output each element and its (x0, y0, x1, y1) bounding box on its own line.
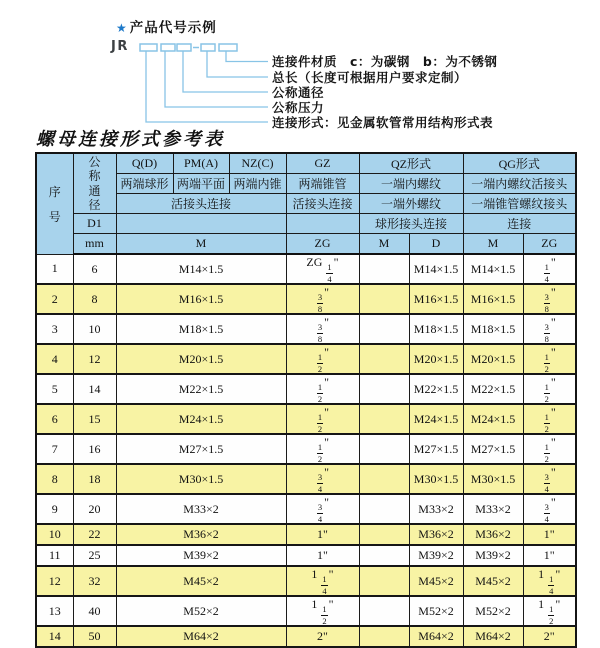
table-cell: 8 (36, 464, 73, 494)
table-cell: $\frac{1}{4}$ " (523, 254, 576, 284)
table-cell: $\frac{3}{8}$ " (523, 284, 576, 314)
fraction: $\frac{1}{2}$ (544, 352, 549, 374)
table-cell: M30×1.5 (409, 464, 463, 494)
fraction: $\frac{3}{4}$ (317, 472, 323, 494)
table-cell: M20×1.5 (463, 344, 523, 374)
header-cell: ZG (523, 234, 576, 255)
table-cell: $\frac{1}{2}$ " (286, 374, 359, 404)
diagram-label-pressure: 公称压力 (272, 99, 325, 115)
table-cell: M33×2 (463, 494, 523, 524)
table-cell: M30×1.5 (116, 464, 286, 494)
table-cell: 40 (73, 596, 116, 626)
table-cell (359, 254, 409, 284)
header-cell (116, 214, 286, 234)
header-cell: 连接 (463, 214, 576, 234)
table-row (36, 545, 576, 566)
header-row (36, 214, 576, 234)
table-cell: M27×1.5 (463, 434, 523, 464)
table-cell: M24×1.5 (409, 404, 463, 434)
table-row (36, 434, 576, 464)
fraction: $\frac{3}{4}$ (544, 502, 549, 524)
header-cell: 一端内螺纹 (359, 174, 463, 194)
table-cell: M14×1.5 (409, 254, 463, 284)
table-cell: $\frac{3}{8}$ " (286, 284, 359, 314)
code-box-3 (177, 44, 191, 51)
reference-table (35, 152, 577, 648)
table-cell: 1" (286, 524, 359, 545)
table-cell: M33×2 (409, 494, 463, 524)
header-cell: ZG (286, 234, 359, 255)
table-cell (359, 464, 409, 494)
table-cell: 32 (73, 566, 116, 596)
fraction: $\frac{3}{4}$ (544, 472, 549, 494)
fraction: $\frac{3}{4}$ (317, 502, 323, 524)
table-cell: 20 (73, 494, 116, 524)
table-cell: 1 $\frac{1}{2}$ " (286, 596, 359, 626)
table-cell: 5 (36, 374, 73, 404)
header-cell: mm (73, 234, 116, 255)
table-row (36, 626, 576, 647)
table-body (36, 254, 576, 647)
table-cell (359, 284, 409, 314)
table-cell: 7 (36, 434, 73, 464)
code-box-2 (161, 44, 175, 51)
table-row (36, 566, 576, 596)
leader-line-material (226, 51, 268, 62)
table-cell: 1 (36, 254, 73, 284)
table-cell: 12 (36, 566, 73, 596)
code-boxes (140, 44, 237, 51)
fraction: $\frac{1}{2}$ (544, 382, 549, 404)
table-cell (359, 494, 409, 524)
table-cell: M52×2 (409, 596, 463, 626)
header-cell: 活接头连接 (116, 194, 286, 214)
table-cell: M22×1.5 (116, 374, 286, 404)
table-cell: 8 (73, 284, 116, 314)
table-row (36, 464, 576, 494)
table-cell: M33×2 (116, 494, 286, 524)
header-row (36, 153, 576, 174)
fraction: $\frac{3}{8}$ (317, 322, 323, 344)
code-box-1 (140, 44, 157, 51)
table-cell: 9 (36, 494, 73, 524)
table-cell (359, 545, 409, 566)
table-cell: $\frac{3}{4}$ " (286, 464, 359, 494)
table-cell: M18×1.5 (463, 314, 523, 344)
header-cell: QG形式 (463, 153, 576, 174)
fraction: $\frac{3}{8}$ (544, 292, 549, 314)
table-cell: $\frac{1}{2}$ " (286, 434, 359, 464)
header-cell: 公 称 通 径 (73, 153, 116, 214)
table-cell: 1 $\frac{1}{4}$ " (286, 566, 359, 596)
table-cell (359, 566, 409, 596)
fraction: $\frac{1}{2}$ (317, 412, 323, 434)
table-row (36, 284, 576, 314)
table-cell: M14×1.5 (463, 254, 523, 284)
header-cell: 两端平面 (173, 174, 229, 194)
fraction: $\frac{1}{2}$ (317, 382, 323, 404)
table-header (36, 153, 576, 254)
header-cell: 两端锥管 (286, 174, 359, 194)
table-cell: $\frac{1}{2}$ " (523, 404, 576, 434)
table-cell: 11 (36, 545, 73, 566)
table-cell: 13 (36, 596, 73, 626)
table-cell: $\frac{3}{4}$ " (523, 494, 576, 524)
table-cell: 2 (36, 284, 73, 314)
table-cell: M16×1.5 (409, 284, 463, 314)
table-cell: 10 (73, 314, 116, 344)
header-cell: 一端锥管螺纹接头 (463, 194, 576, 214)
table-cell: M52×2 (116, 596, 286, 626)
table-cell: 14 (73, 374, 116, 404)
table-cell: M30×1.5 (463, 464, 523, 494)
table-cell: $\frac{3}{8}$ " (286, 314, 359, 344)
table-cell: 1" (523, 545, 576, 566)
fraction: $\frac{3}{8}$ (544, 322, 549, 344)
table-cell: M27×1.5 (409, 434, 463, 464)
table-cell: M39×2 (409, 545, 463, 566)
table-row (36, 494, 576, 524)
table-cell: M27×1.5 (116, 434, 286, 464)
table-cell: 1" (286, 545, 359, 566)
table-cell: M45×2 (409, 566, 463, 596)
table-cell: 1 $\frac{1}{2}$ " (523, 596, 576, 626)
table-cell: 4 (36, 344, 73, 374)
table-cell: M24×1.5 (116, 404, 286, 434)
table-row (36, 314, 576, 344)
table-cell: M22×1.5 (463, 374, 523, 404)
fraction: $\frac{1}{2}$ (549, 604, 554, 626)
table-cell (359, 434, 409, 464)
header-cell: 一端内螺纹活接头 (463, 174, 576, 194)
table-cell: 50 (73, 626, 116, 647)
table-cell: 14 (36, 626, 73, 647)
table-cell (359, 344, 409, 374)
table-cell: M20×1.5 (116, 344, 286, 374)
table-cell: 12 (73, 344, 116, 374)
table-cell: M45×2 (116, 566, 286, 596)
table-cell: M14×1.5 (116, 254, 286, 284)
table-cell (359, 314, 409, 344)
table-cell: $\frac{1}{2}$ " (523, 344, 576, 374)
header-cell: 序 号 (36, 153, 73, 254)
header-row (36, 234, 576, 255)
table-row (36, 596, 576, 626)
header-row (36, 174, 576, 194)
table-cell: M36×2 (116, 524, 286, 545)
table-cell: M64×2 (409, 626, 463, 647)
table-cell: $\frac{3}{8}$ " (523, 314, 576, 344)
diagram-label-material: 连接件材质 c：为碳钢 b：为不锈钢 (272, 54, 498, 69)
fraction: $\frac{1}{4}$ (549, 574, 554, 596)
table-cell: 10 (36, 524, 73, 545)
table-cell: M22×1.5 (409, 374, 463, 404)
code-prefix: JR (111, 39, 129, 54)
fraction: $\frac{1}{2}$ (317, 442, 323, 464)
table-cell: 22 (73, 524, 116, 545)
diagram-label-diameter: 公称通径 (272, 84, 325, 100)
table-cell: 1" (523, 524, 576, 545)
table-row (36, 374, 576, 404)
table-cell: $\frac{1}{2}$ " (286, 404, 359, 434)
header-cell: M (359, 234, 409, 255)
header-cell: 活接头连接 (286, 194, 359, 214)
fraction: $\frac{1}{2}$ (544, 412, 549, 434)
table-cell: M64×2 (463, 626, 523, 647)
table-cell: 18 (73, 464, 116, 494)
leader-line-pressure (165, 51, 268, 107)
table-row (36, 254, 576, 284)
table-cell: M24×1.5 (463, 404, 523, 434)
table-cell: ZG $\frac{1}{4}$ " (286, 254, 359, 284)
star-icon: ★ (116, 21, 128, 35)
table-cell: M39×2 (116, 545, 286, 566)
header-cell: Q(D) (116, 153, 173, 174)
table-title: 螺母连接形式参考表 (36, 129, 225, 150)
table-cell (359, 374, 409, 404)
table-cell: M16×1.5 (116, 284, 286, 314)
table-cell: $\frac{1}{2}$ " (523, 374, 576, 404)
diagram-heading-text: 产品代号示例 (129, 20, 217, 36)
diagram-label-length: 总长（长度可根据用户要求定制） (272, 69, 468, 85)
table-cell: 16 (73, 434, 116, 464)
fraction: $\frac{3}{8}$ (317, 292, 323, 314)
header-cell: 两端内锥 (229, 174, 286, 194)
table-cell: 2" (286, 626, 359, 647)
header-cell: M (116, 234, 286, 255)
table-cell: $\frac{3}{4}$ " (286, 494, 359, 524)
table-cell: M18×1.5 (116, 314, 286, 344)
table-cell: 2" (523, 626, 576, 647)
header-cell: 一端外螺纹 (359, 194, 463, 214)
header-cell: D (409, 234, 463, 255)
code-box-4 (201, 44, 215, 51)
header-cell: GZ (286, 153, 359, 174)
header-cell: 两端球形 (116, 174, 173, 194)
table-cell (359, 596, 409, 626)
header-cell: QZ形式 (359, 153, 463, 174)
table-cell: M45×2 (463, 566, 523, 596)
fraction: $\frac{1}{4}$ (322, 574, 327, 596)
header-cell: PM(A) (173, 153, 229, 174)
table-cell (359, 524, 409, 545)
table-cell: $\frac{3}{4}$ " (523, 464, 576, 494)
fraction: $\frac{1}{4}$ (327, 262, 332, 284)
header-cell: D1 (73, 214, 116, 234)
table-cell: M52×2 (463, 596, 523, 626)
code-box-5 (219, 44, 237, 51)
table-cell: $\frac{1}{2}$ " (286, 344, 359, 374)
table-cell (359, 626, 409, 647)
header-row (36, 194, 576, 214)
header-cell: M (463, 234, 523, 255)
fraction: $\frac{1}{2}$ (322, 604, 327, 626)
fraction: $\frac{1}{2}$ (317, 352, 323, 374)
table-cell: M39×2 (463, 545, 523, 566)
table-row (36, 344, 576, 374)
table-cell: 6 (36, 404, 73, 434)
fraction: $\frac{1}{2}$ (544, 442, 549, 464)
table-cell: 6 (73, 254, 116, 284)
fraction: $\frac{1}{4}$ (544, 262, 549, 284)
leader-line-length (207, 51, 268, 77)
header-cell (286, 214, 359, 234)
table-cell: $\frac{1}{2}$ " (523, 434, 576, 464)
table-cell: M64×2 (116, 626, 286, 647)
table-cell: M36×2 (463, 524, 523, 545)
table-row (36, 524, 576, 545)
table-cell: 3 (36, 314, 73, 344)
leader-lines (146, 51, 268, 122)
table-cell: M36×2 (409, 524, 463, 545)
header-cell: 球形接头连接 (359, 214, 463, 234)
table-cell: 25 (73, 545, 116, 566)
table-cell: 1 $\frac{1}{4}$ " (523, 566, 576, 596)
table-cell: M18×1.5 (409, 314, 463, 344)
header-cell: NZ(C) (229, 153, 286, 174)
table-cell: M16×1.5 (463, 284, 523, 314)
table-cell: M20×1.5 (409, 344, 463, 374)
diagram-label-connection: 连接形式：见金属软管常用结构形式表 (272, 114, 494, 130)
table-cell: 15 (73, 404, 116, 434)
table-row (36, 404, 576, 434)
table-cell (359, 404, 409, 434)
